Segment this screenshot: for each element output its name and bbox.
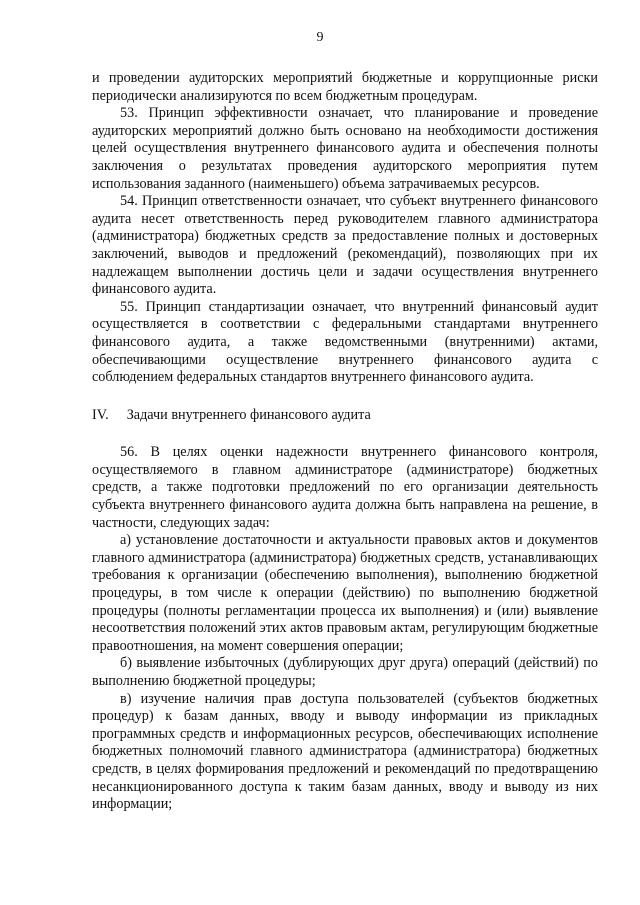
document-body xyxy=(92,70,598,814)
section-title: Задачи внутреннего финансового аудита xyxy=(126,406,371,423)
list-item-v: в) изучение наличия прав доступа пользователей (субъектов бюджетных процедур) к базам данных, вводу и выводу информации из прикладных программных средств и информационных ресурсов, обеспечивающих исполнение бюджетных полномочий главного администратора (администратора) бюджетных средств, в целях формирования предложений и рекомендаций по предотвращению несанкционированного доступа к таким базам данных, вводу и выводу из них информации; xyxy=(92,690,598,813)
paragraph-continuation: и проведении аудиторских мероприятий бюджетные и коррупционные риски периодически анализируются по всем бюджетным процедурам. xyxy=(92,70,598,104)
paragraph-54: 54. Принцип ответственности означает, что субъект внутреннего финансового аудита несет ответственность перед руководителем главного администратора (администратора) бюджетных средств за предоставление полных и достоверных заключений, выводов и предложений (рекомендаций), позволяющих при их надлежащем выполнении достичь цели и задачи осуществления внутреннего финансового аудита. xyxy=(92,193,598,298)
paragraph-53: 53. Принцип эффективности означает, что планирование и проведение аудиторских мероприятий должно быть основано на необходимости достижения целей осуществления внутреннего финансового аудита и обеспечения полноты заключения о результатах проведения аудиторского мероприятия путем использования заданного (наименьшего) объема затрачиваемых ресурсов. xyxy=(92,105,598,192)
paragraph-55: 55. Принцип стандартизации означает, что внутренний финансовый аудит осуществляется в соответствии с федеральными стандартами внутреннего финансового аудита, а также ведомственными (внутренними) актами, обеспечивающими осуществление внутреннего финансового аудита с соблюдением федеральных стандартов внутреннего финансового аудита. xyxy=(92,298,598,386)
list-item-b: б) выявление избыточных (дублирующих друг друга) операций (действий) по выполнению бюджетной процедуры; xyxy=(92,655,598,689)
section-number: IV. xyxy=(92,406,109,423)
section-heading xyxy=(92,407,598,425)
list-item-a: а) установление достаточности и актуальности правовых актов и документов главного администратора (администратора) бюджетных средств, устанавливающих требования к организации (обеспечению выполнения), выполнению бюджетной процедуры, в том числе к операции (действию) по выполнению бюджетной процедуры (полноты регламентации процесса их выполнения) и (или) выявление несоответствия положений этих актов правовым актам, регулирующим бюджетные правоотношения, на момент совершения операции; xyxy=(92,532,598,654)
page-number: 9 xyxy=(316,30,324,45)
paragraph-56: 56. В целях оценки надежности внутреннего финансового контроля, осуществляемого в главном администраторе (администраторе) бюджетных средств, а также подготовки предложений по его организации деятельность субъекта внутреннего финансового аудита должна быть направлена на решение, в частности, следующих задач: xyxy=(92,444,598,531)
